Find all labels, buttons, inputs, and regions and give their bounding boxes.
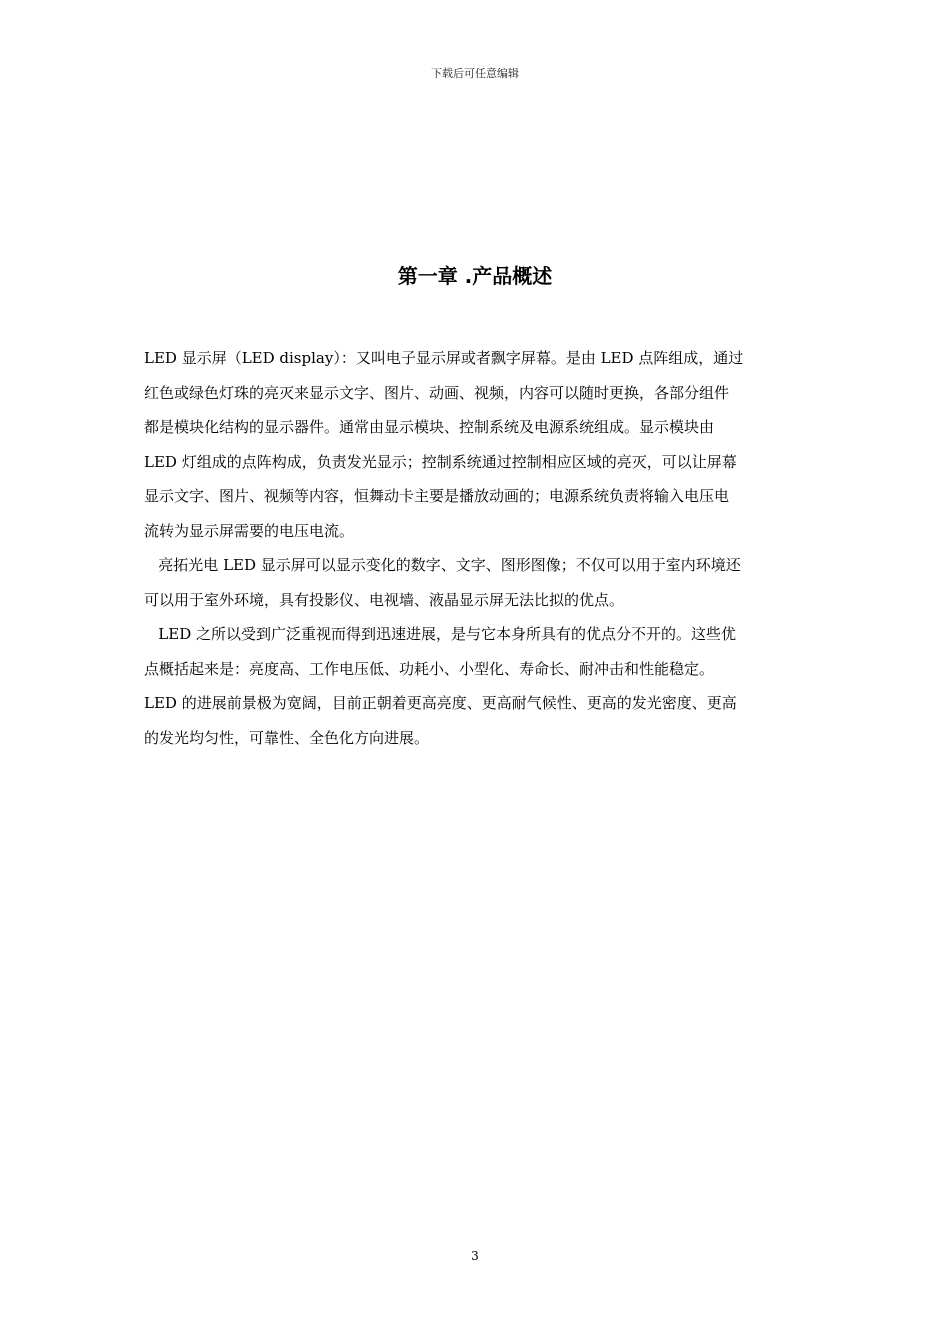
- body-line: 流转为显示屏需要的电压电流。: [144, 521, 355, 540]
- body-line: 的发光均匀性，可靠性、全色化方向进展。: [144, 728, 430, 747]
- page-header: 下载后可任意编辑: [431, 67, 519, 80]
- body-line: 点概括起来是：亮度高、工作电压低、功耗小、小型化、寿命长、耐冲击和性能稳定。: [144, 659, 715, 678]
- body-text: [144, 344, 814, 758]
- body-line: LED 显示屏（LED display）：又叫电子显示屏或者飘字屏幕。是由 LED 点阵组成，通过: [144, 349, 744, 367]
- body-line: 亮拓光电 LED 显示屏可以显示变化的数字、文字、图形图像；不仅可以用于室内环境还: [144, 556, 741, 574]
- page-number: 3: [471, 1249, 479, 1263]
- body-line: 都是模块化结构的显示器件。通常由显示模块、控制系统及电源系统组成。显示模块由: [144, 418, 715, 436]
- body-line: 可以用于室外环境，具有投影仪、电视墙、液晶显示屏无法比拟的优点。: [144, 590, 625, 609]
- chapter-title: 第一章 .产品概述: [397, 264, 553, 288]
- body-line: LED 之所以受到广泛重视而得到迅速进展，是与它本身所具有的优点分不开的。这些优: [144, 625, 737, 643]
- body-line: 显示文字、图片、视频等内容，恒舞动卡主要是播放动画的；电源系统负责将输入电压电: [144, 487, 730, 505]
- body-line: 红色或绿色灯珠的亮灭来显示文字、图片、动画、视频，内容可以随时更换，各部分组件: [144, 383, 730, 402]
- body-line: LED 的进展前景极为宽阔，目前正朝着更高亮度、更高耐气候性、更高的发光密度、更高: [144, 694, 737, 712]
- body-line: LED 灯组成的点阵构成，负责发光显示；控制系统通过控制相应区域的亮灭，可以让屏幕: [144, 452, 737, 471]
